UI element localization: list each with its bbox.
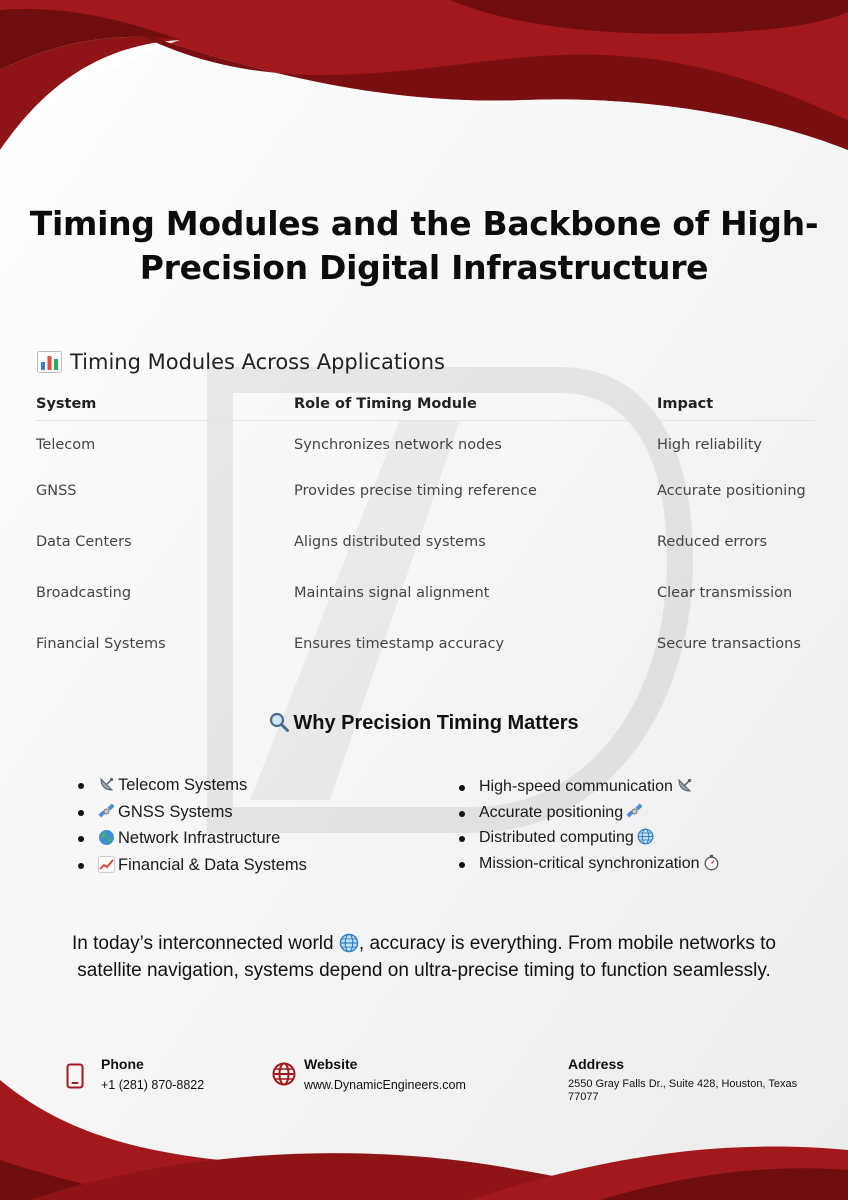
table-row [36, 420, 816, 465]
cell-impact: Secure transactions [657, 635, 801, 652]
cell-role: Provides precise timing reference [294, 482, 537, 499]
satellite-icon [626, 803, 643, 820]
cell-role: Maintains signal alignment [294, 584, 490, 601]
page-title: Timing Modules and the Backbone of High-Precision Digital Infrastructure [29, 204, 819, 287]
table-row [36, 465, 816, 516]
globe-meridians-icon [637, 828, 654, 845]
list-item-label: Network Infrastructure [118, 829, 281, 847]
magnifier-icon [269, 712, 289, 732]
why-section-title: Why Precision Timing Matters [293, 712, 579, 734]
table-row [36, 618, 816, 669]
satellite-icon [98, 803, 115, 820]
table-section-heading [37, 350, 445, 374]
trending-up-chart-icon [98, 856, 115, 873]
list-item [457, 851, 720, 877]
table-section-title: Timing Modules Across Applications [70, 350, 445, 374]
column-header-impact: Impact [657, 388, 816, 420]
contact-address [568, 1056, 798, 1104]
list-item [76, 852, 307, 879]
list-item-label: GNSS Systems [118, 802, 233, 821]
phone-value[interactable]: +1 (281) 870-8822 [101, 1078, 205, 1092]
systems-list [76, 772, 307, 878]
list-item-label: Accurate positioning [479, 803, 624, 821]
globe-meridians-icon [339, 933, 359, 953]
cell-system: Telecom [36, 436, 96, 453]
satellite-dish-icon [676, 777, 693, 794]
table-header-row [36, 388, 816, 420]
cell-system: GNSS [36, 482, 77, 499]
cell-system: Data Centers [36, 533, 132, 550]
applications-table [36, 388, 816, 669]
contact-website [304, 1056, 466, 1092]
list-item-label: Financial & Data Systems [118, 855, 307, 874]
cell-role: Synchronizes network nodes [294, 436, 502, 453]
cell-impact: Accurate positioning [657, 482, 806, 499]
cell-role: Ensures timestamp accuracy [294, 635, 505, 652]
phone-label: Phone [101, 1056, 144, 1072]
list-item-label: Mission-critical synchronization [479, 854, 700, 872]
table-row [36, 516, 816, 567]
contact-phone [101, 1056, 204, 1092]
table-row [36, 567, 816, 618]
list-item [457, 825, 720, 851]
benefits-list [457, 774, 720, 876]
cell-impact: Reduced errors [657, 533, 768, 550]
phone-icon [66, 1063, 84, 1089]
list-item [457, 774, 720, 800]
list-item-label: Distributed computing [479, 829, 634, 846]
intro-text-part1: In today’s interconnected world [72, 933, 339, 954]
column-header-system: System [36, 388, 294, 420]
globe-icon [272, 1062, 296, 1086]
list-item [76, 799, 307, 826]
why-section-heading [0, 712, 848, 735]
address-label: Address [568, 1056, 625, 1072]
list-item [457, 800, 720, 826]
list-item [76, 772, 307, 799]
cell-system: Financial Systems [36, 635, 166, 652]
intro-text-part2: , accuracy is everything. From mobile networks to satellite navigation, systems depend on ultra-precise timing to function seamlessly. [77, 933, 776, 981]
list-item [76, 825, 307, 852]
stopwatch-icon [703, 854, 720, 871]
cell-role: Aligns distributed systems [294, 533, 486, 550]
address-value: 2550 Gray Falls Dr., Suite 428, Houston, Texas 77077 [568, 1078, 798, 1103]
cell-impact: High reliability [657, 436, 762, 453]
cell-system: Broadcasting [36, 584, 132, 601]
website-label: Website [304, 1056, 358, 1072]
intro-paragraph [40, 930, 808, 984]
bar-chart-icon [37, 351, 62, 373]
globe-earth-icon [98, 829, 115, 846]
cell-impact: Clear transmission [657, 584, 793, 601]
website-link[interactable]: www.DynamicEngineers.com [304, 1078, 466, 1092]
satellite-dish-icon [98, 776, 115, 793]
column-header-role: Role of Timing Module [294, 388, 657, 420]
list-item-label: High-speed communication [479, 778, 673, 795]
list-item-label: Telecom Systems [118, 776, 248, 794]
